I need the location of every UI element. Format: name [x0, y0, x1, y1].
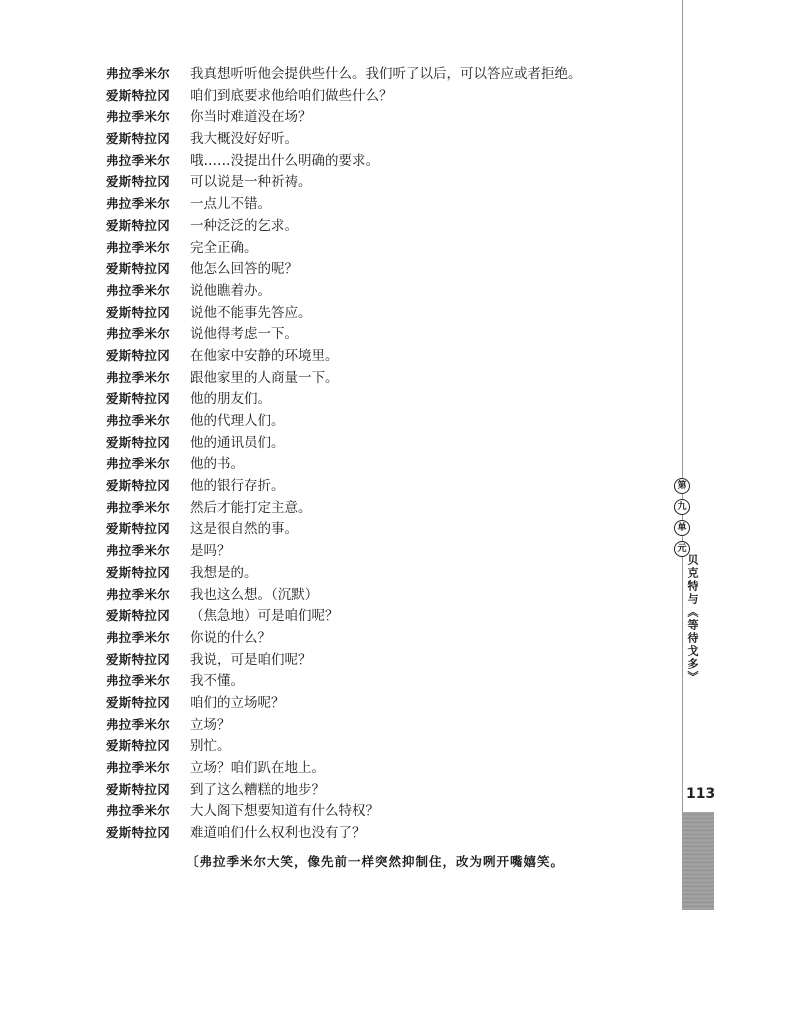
- speaker-name: 弗拉季米尔: [106, 282, 171, 298]
- dialogue-line: [106, 301, 626, 323]
- speech-text: 他的书。: [190, 456, 244, 473]
- unit-mark-circle: 九: [674, 499, 690, 515]
- dialogue-line: [106, 214, 626, 236]
- speech-text: 立场？: [190, 716, 231, 733]
- dialogue-line: [106, 734, 626, 756]
- speech-text: （焦急地）可是咱们呢？: [190, 608, 339, 625]
- speech-text: 你当时难道没在场？: [190, 109, 312, 126]
- speech-text: 他的代理人们。: [190, 413, 285, 429]
- speech-text: 你说的什么？: [190, 629, 271, 646]
- dialogue-line: [106, 669, 626, 691]
- speaker-name: 爱斯特拉冈: [106, 825, 171, 841]
- speech-text: 然后才能打定主意。: [190, 499, 312, 516]
- speaker-name: 爱斯特拉冈: [106, 391, 171, 407]
- dialogue-line: [106, 192, 626, 214]
- speech-text: 我也这么想。（沉默）: [190, 586, 319, 603]
- speaker-name: 弗拉季米尔: [106, 326, 171, 342]
- speaker-name: 弗拉季米尔: [106, 239, 171, 255]
- speaker-name: 爱斯特拉冈: [106, 478, 171, 494]
- speech-text: 他怎么回答的呢？: [190, 261, 298, 278]
- dialogue-line: [106, 799, 626, 821]
- dialogue-line: [106, 713, 626, 735]
- speaker-name: 弗拉季米尔: [106, 196, 171, 212]
- dialogue-line: [106, 62, 626, 84]
- speaker-name: 弗拉季米尔: [106, 109, 171, 125]
- speaker-name: 弗拉季米尔: [106, 456, 171, 472]
- speaker-name: 弗拉季米尔: [106, 499, 171, 515]
- dialogue-line: [106, 604, 626, 626]
- dialogue-line: [106, 583, 626, 605]
- dialogue-line: [106, 561, 626, 583]
- unit-mark-circle: 第: [674, 478, 690, 494]
- dialogue-line: [106, 322, 626, 344]
- speech-text: 可以说是一种祈祷。: [190, 174, 312, 191]
- margin-tab-bar: [682, 812, 714, 910]
- speech-text: 在他家中安静的环境里。: [190, 347, 339, 364]
- speech-text: 哦……没提出什么明确的要求。: [190, 152, 379, 169]
- dialogue-line: [106, 105, 626, 127]
- speech-text: 说他不能事先答应。: [190, 304, 312, 321]
- speech-text: 别忙。: [190, 738, 231, 755]
- dialogue-line: [106, 257, 626, 279]
- speech-text: 我大概没好好听。: [190, 131, 298, 148]
- dialogue-line: [106, 387, 626, 409]
- speaker-name: 弗拉季米尔: [106, 760, 171, 775]
- speech-text: 一点儿不错。: [190, 196, 271, 213]
- dialogue-line: [106, 279, 626, 301]
- speech-text: 我真想听听他会提供些什么。我们听了以后，可以答应或者拒绝。: [190, 66, 582, 82]
- speaker-name: 弗拉季米尔: [106, 413, 171, 428]
- dialogue-line: [106, 127, 626, 149]
- speaker-name: 爱斯特拉冈: [106, 651, 171, 667]
- dialogue-line: [106, 452, 626, 474]
- speaker-name: 弗拉季米尔: [106, 629, 171, 645]
- dialogue-line: [106, 149, 626, 171]
- dialogue-line: [106, 496, 626, 518]
- speech-text: 咱们到底要求他给咱们做些什么？: [190, 87, 393, 104]
- speaker-name: 爱斯特拉冈: [106, 521, 171, 537]
- speaker-name: 爱斯特拉冈: [106, 261, 171, 277]
- dialogue-line: [106, 691, 626, 713]
- dialogue-line: [106, 366, 626, 388]
- stage-direction: 〔弗拉季米尔大笑，像先前一样突然抑制住，改为咧开嘴嬉笑。: [186, 854, 565, 869]
- speaker-name: 弗拉季米尔: [106, 803, 171, 819]
- speaker-name: 爱斯特拉冈: [106, 174, 171, 190]
- speech-text: 他的通讯员们。: [190, 434, 285, 451]
- speaker-name: 爱斯特拉冈: [106, 694, 171, 710]
- speaker-name: 弗拉季米尔: [106, 716, 171, 732]
- speaker-name: 弗拉季米尔: [106, 673, 171, 689]
- speaker-name: 爱斯特拉冈: [106, 217, 171, 233]
- speaker-name: 弗拉季米尔: [106, 369, 171, 385]
- dialogue-line: [106, 821, 626, 843]
- speech-text: 我想是的。: [190, 564, 258, 581]
- dialogue-block: [106, 62, 626, 843]
- speech-text: 到了这么糟糕的地步？: [190, 781, 325, 798]
- speaker-name: 爱斯特拉冈: [106, 347, 171, 363]
- speaker-name: 爱斯特拉冈: [106, 738, 171, 754]
- speaker-name: 爱斯特拉冈: [106, 131, 171, 147]
- speech-text: 完全正确。: [190, 239, 258, 256]
- unit-mark-circle: 单: [674, 520, 690, 536]
- speaker-name: 弗拉季米尔: [106, 66, 171, 81]
- dialogue-line: [106, 84, 626, 106]
- dialogue-line: [106, 170, 626, 192]
- speech-text: 我说，可是咱们呢？: [190, 651, 312, 668]
- dialogue-line: [106, 409, 626, 431]
- unit-marker: [674, 478, 690, 562]
- speaker-name: 爱斯特拉冈: [106, 608, 171, 624]
- dialogue-line: [106, 344, 626, 366]
- dialogue-line: [106, 236, 626, 258]
- page-number: 113: [686, 786, 716, 802]
- speech-text: 立场？咱们趴在地上。: [190, 760, 325, 776]
- speech-text: 说他瞧着办。: [190, 282, 271, 299]
- speaker-name: 爱斯特拉冈: [106, 434, 171, 450]
- speech-text: 他的银行存折。: [190, 478, 285, 495]
- unit-mark-circle: 元: [674, 541, 690, 557]
- speaker-name: 弗拉季米尔: [106, 152, 171, 168]
- speaker-name: 爱斯特拉冈: [106, 304, 171, 320]
- dialogue-line: [106, 431, 626, 453]
- speech-text: 难道咱们什么权利也没有了？: [190, 825, 366, 842]
- speaker-name: 爱斯特拉冈: [106, 564, 171, 580]
- dialogue-line: [106, 648, 626, 670]
- speech-text: 大人阁下想要知道有什么特权？: [190, 803, 379, 820]
- running-title: 贝克特与《等待戈多》: [686, 554, 699, 684]
- speech-text: 一种泛泛的乞求。: [190, 217, 298, 234]
- dialogue-line: [106, 517, 626, 539]
- dialogue-line: [106, 474, 626, 496]
- speech-text: 我不懂。: [190, 673, 244, 690]
- speech-text: 咱们的立场呢？: [190, 694, 285, 711]
- speaker-name: 爱斯特拉冈: [106, 87, 171, 103]
- dialogue-line: [106, 778, 626, 800]
- speech-text: 这是很自然的事。: [190, 521, 298, 538]
- margin-rule: [682, 0, 683, 910]
- dialogue-line: [106, 539, 626, 561]
- speaker-name: 弗拉季米尔: [106, 586, 171, 602]
- dialogue-line: [106, 626, 626, 648]
- speaker-name: 弗拉季米尔: [106, 543, 171, 559]
- speech-text: 跟他家里的人商量一下。: [190, 369, 339, 386]
- speech-text: 他的朋友们。: [190, 391, 271, 408]
- dialogue-line: [106, 756, 626, 778]
- speaker-name: 爱斯特拉冈: [106, 781, 171, 797]
- speech-text: 说他得考虑一下。: [190, 326, 298, 343]
- speech-text: 是吗？: [190, 543, 231, 560]
